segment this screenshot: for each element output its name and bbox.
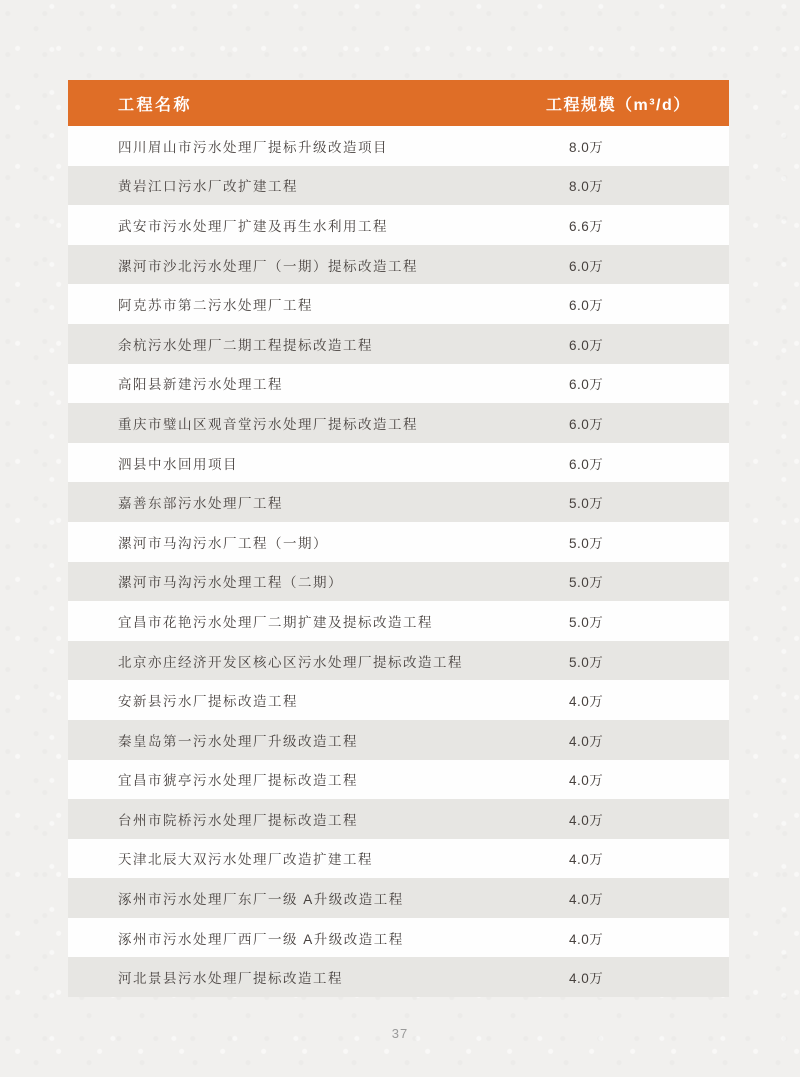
page-number: 37 (391, 1026, 409, 1041)
table-row (68, 364, 729, 404)
project-scale-cell: 6.0万 (569, 298, 604, 314)
table-row (68, 443, 729, 483)
project-scale-cell: 5.0万 (569, 614, 604, 630)
table-row (68, 245, 729, 285)
table-row (68, 522, 729, 562)
project-name-cell: 秦皇岛第一污水处理厂升级改造工程 (118, 733, 358, 749)
project-scale-cell: 8.0万 (569, 139, 604, 155)
project-name-cell: 天津北辰大双污水处理厂改造扩建工程 (118, 852, 373, 868)
project-scale-cell: 4.0万 (569, 931, 604, 947)
project-name-cell: 漯河市马沟污水厂工程（一期） (118, 535, 328, 551)
table-row (68, 284, 729, 324)
table-header-row (68, 80, 729, 126)
project-name-cell: 涿州市污水处理厂东厂一级 A升级改造工程 (118, 892, 404, 908)
table-row (68, 720, 729, 760)
table-row (68, 205, 729, 245)
project-scale-cell: 4.0万 (569, 773, 604, 789)
project-scale-cell: 4.0万 (569, 733, 604, 749)
project-scale-cell: 5.0万 (569, 575, 604, 591)
project-name-cell: 阿克苏市第二污水处理厂工程 (118, 298, 313, 314)
project-name-cell: 漯河市沙北污水处理厂（一期）提标改造工程 (118, 258, 418, 274)
project-name-cell: 武安市污水处理厂扩建及再生水利用工程 (118, 218, 388, 234)
project-name-cell: 黄岩江口污水厂改扩建工程 (118, 179, 298, 195)
table-row (68, 680, 729, 720)
project-scale-cell: 4.0万 (569, 694, 604, 710)
column-header-project-name: 工程名称 (118, 96, 193, 114)
table-row (68, 166, 729, 206)
project-name-cell: 泗县中水回用项目 (118, 456, 238, 472)
project-name-cell: 台州市院桥污水处理厂提标改造工程 (118, 812, 358, 828)
project-name-cell: 重庆市璧山区观音堂污水处理厂提标改造工程 (118, 416, 418, 432)
project-scale-cell: 6.0万 (569, 258, 604, 274)
table-row (68, 760, 729, 800)
project-name-cell: 安新县污水厂提标改造工程 (118, 694, 298, 710)
project-scale-cell: 8.0万 (569, 179, 604, 195)
table-body (68, 126, 729, 997)
project-name-cell: 涿州市污水处理厂西厂一级 A升级改造工程 (118, 931, 404, 947)
column-header-project-scale: 工程规模（m³/d） (546, 96, 691, 114)
project-name-cell: 高阳县新建污水处理工程 (118, 377, 283, 393)
table-row (68, 878, 729, 918)
project-scale-cell: 4.0万 (569, 892, 604, 908)
table-row (68, 799, 729, 839)
project-scale-cell: 6.0万 (569, 377, 604, 393)
project-name-cell: 嘉善东部污水处理厂工程 (118, 496, 283, 512)
project-scale-cell: 5.0万 (569, 654, 604, 670)
table-row (68, 126, 729, 166)
project-scale-cell: 6.0万 (569, 337, 604, 353)
project-name-cell: 宜昌市猇亭污水处理厂提标改造工程 (118, 773, 358, 789)
project-scale-cell: 4.0万 (569, 812, 604, 828)
project-scale-cell: 6.0万 (569, 456, 604, 472)
project-scale-cell: 4.0万 (569, 852, 604, 868)
projects-table (68, 80, 729, 997)
table-row (68, 403, 729, 443)
project-scale-cell: 5.0万 (569, 535, 604, 551)
project-scale-cell: 6.0万 (569, 416, 604, 432)
project-scale-cell: 5.0万 (569, 496, 604, 512)
table-row (68, 957, 729, 997)
project-name-cell: 宜昌市花艳污水处理厂二期扩建及提标改造工程 (118, 614, 433, 630)
project-name-cell: 北京亦庄经济开发区核心区污水处理厂提标改造工程 (118, 654, 463, 670)
table-row (68, 324, 729, 364)
project-name-cell: 漯河市马沟污水处理工程（二期） (118, 575, 343, 591)
table-row (68, 641, 729, 681)
project-name-cell: 余杭污水处理厂二期工程提标改造工程 (118, 337, 373, 353)
table-row (68, 601, 729, 641)
project-scale-cell: 4.0万 (569, 971, 604, 987)
table-row (68, 918, 729, 958)
table-row (68, 839, 729, 879)
table-row (68, 562, 729, 602)
table-row (68, 482, 729, 522)
project-name-cell: 河北景县污水处理厂提标改造工程 (118, 971, 343, 987)
project-name-cell: 四川眉山市污水处理厂提标升级改造项目 (118, 139, 388, 155)
project-scale-cell: 6.6万 (569, 218, 604, 234)
